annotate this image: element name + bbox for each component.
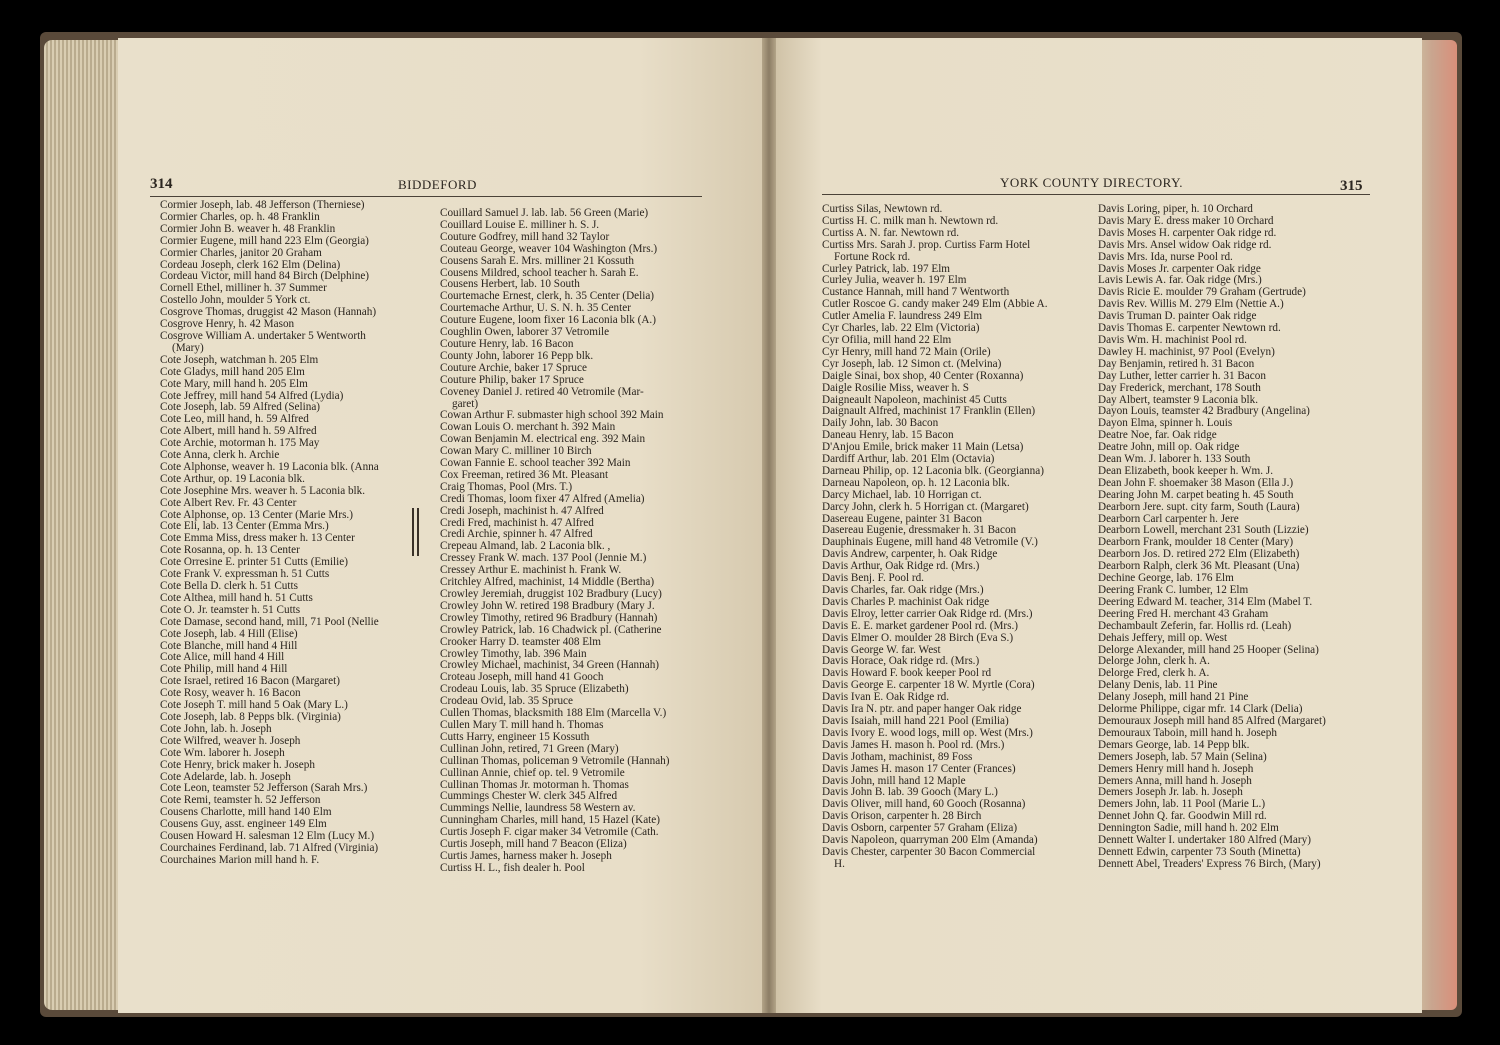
directory-entry: Cowan Mary C. milliner 10 Birch bbox=[440, 446, 592, 458]
directory-entry: Darcy John, clerk h. 5 Horrigan ct. (Margaret) bbox=[822, 501, 1029, 513]
directory-entry: Demouraux Joseph mill hand 85 Alfred (Margaret) bbox=[1098, 715, 1326, 727]
directory-entry: Davis John B. lab. 39 Gooch (Mary L.) bbox=[822, 787, 998, 799]
directory-entry: Davis Andrew, carpenter, h. Oak Ridge bbox=[822, 549, 998, 561]
directory-entry: Cote Alice, mill hand 4 Hill bbox=[160, 652, 285, 664]
directory-entry: Couture Godfrey, mill hand 32 Taylor bbox=[440, 231, 610, 243]
directory-entry: Crowley John W. retired 198 Bradbury (Mary J. bbox=[440, 600, 655, 612]
directory-entry: Cyr Charles, lab. 22 Elm (Victoria) bbox=[822, 323, 980, 335]
directory-entry: Curtiss H. L., fish dealer h. Pool bbox=[440, 862, 585, 874]
directory-entry: Demers Joseph Jr. lab. h. Joseph bbox=[1098, 787, 1243, 799]
directory-entry: Curtiss H. C. milk man h. Newtown rd. bbox=[822, 215, 999, 227]
directory-entry: Coveney Daniel J. retired 40 Vetromile (Mar- bbox=[440, 386, 644, 398]
directory-entry: Daigle Sinai, box shop, 40 Center (Roxanna) bbox=[822, 370, 1024, 382]
directory-entry: Dawley H. machinist, 97 Pool (Evelyn) bbox=[1098, 346, 1275, 358]
directory-entry: Cote Joseph, lab. 8 Pepps blk. (Virginia) bbox=[160, 711, 341, 723]
directory-entry: Cote Anna, clerk h. Archie bbox=[160, 450, 280, 462]
directory-entry: Craig Thomas, Pool (Mrs. T.) bbox=[440, 481, 573, 493]
directory-entry: Daignault Alfred, machinist 17 Franklin (Ellen) bbox=[822, 406, 1036, 418]
directory-entry: Curtiss A. N. far. Newtown rd. bbox=[822, 227, 960, 239]
directory-entry: Cote Blanche, mill hand 4 Hill bbox=[160, 640, 298, 652]
directory-entry: Day Albert, teamster 9 Laconia blk. bbox=[1098, 394, 1258, 406]
directory-entry: Darneau Philip, op. 12 Laconia blk. (Georgianna) bbox=[822, 465, 1044, 477]
directory-entry: Demouraux Taboin, mill hand h. Joseph bbox=[1098, 727, 1277, 739]
directory-entry: Curtis Joseph F. cigar maker 34 Vetromile (Cath. bbox=[440, 827, 659, 839]
directory-entry: Dechambault Zeferin, far. Hollis rd. (Leah) bbox=[1098, 620, 1292, 632]
directory-entry: Cressey Frank W. mach. 137 Pool (Jennie M.) bbox=[440, 553, 647, 565]
directory-entry: Davis Mrs. Ida, nurse Pool rd. bbox=[1098, 251, 1233, 263]
directory-entry: Deering Frank C. lumber, 12 Elm bbox=[1098, 585, 1249, 596]
directory-entry: Davis Howard F. book keeper Pool rd bbox=[822, 668, 992, 680]
directory-entry: Cote Frank V. expressman h. 51 Cutts bbox=[160, 569, 330, 581]
directory-entry: Davis Charles P. machinist Oak ridge bbox=[822, 596, 990, 608]
directory-entry: Cote Joseph, lab. 59 Alfred (Selina) bbox=[160, 402, 321, 414]
left-page-column-2 bbox=[440, 208, 708, 875]
directory-entry: Daigle Rosilie Miss, weaver h. S bbox=[822, 382, 969, 394]
directory-entry: Cyr Henry, mill hand 72 Main (Orile) bbox=[822, 346, 991, 358]
directory-entry: Dean Elizabeth, book keeper h. Wm. J. bbox=[1098, 465, 1274, 477]
directory-entry: Courchaines Ferdinand, lab. 71 Alfred (Virginia) bbox=[160, 842, 379, 854]
directory-entry: Davis Ivan E. Oak Ridge rd. bbox=[822, 692, 950, 704]
directory-entry: Cormier Charles, janitor 20 Graham bbox=[160, 247, 322, 259]
directory-entry: Davis Chester, carpenter 30 Bacon Commercial bbox=[822, 846, 1036, 858]
directory-entry: Davis E. E. market gardener Pool rd. (Mrs.) bbox=[822, 620, 1019, 632]
margin-pencil-mark bbox=[412, 508, 414, 556]
directory-entry: Curtiss Mrs. Sarah J. prop. Curtiss Farm Hotel bbox=[822, 239, 1031, 251]
directory-entry: Cote Rosy, weaver h. 16 Bacon bbox=[160, 688, 301, 700]
directory-entry: Couture Philip, baker 17 Spruce bbox=[440, 374, 584, 386]
directory-entry: Demers Henry mill hand h. Joseph bbox=[1098, 763, 1254, 775]
directory-entry: Dean John F. shoemaker 38 Mason (Ella J.) bbox=[1098, 477, 1294, 489]
directory-entry: Cowan Fannie E. school teacher 392 Main bbox=[440, 458, 631, 470]
directory-entry: Cote Bella D. clerk h. 51 Cutts bbox=[160, 581, 298, 592]
directory-entry: Crepeau Almand, lab. 2 Laconia blk. , bbox=[440, 541, 611, 553]
directory-entry: Dearborn Lowell, merchant 231 South (Lizzie) bbox=[1098, 525, 1309, 537]
directory-entry: Delorge Alexander, mill hand 25 Hooper (Selina) bbox=[1098, 644, 1319, 656]
directory-entry: D'Anjou Emile, brick maker 11 Main (Letsa) bbox=[822, 442, 1024, 454]
directory-entry: Cote Leon, teamster 52 Jefferson (Sarah Mrs.) bbox=[160, 783, 368, 795]
directory-entry: Dauphinais Eugene, mill hand 48 Vetromile (V.) bbox=[822, 537, 1038, 549]
directory-entry: Couteau George, weaver 104 Washington (Mrs.) bbox=[440, 243, 658, 255]
directory-entry: Cote Leo, mill hand, h. 59 Alfred bbox=[160, 414, 309, 426]
directory-entry: Cordeau Victor, mill hand 84 Birch (Delphine) bbox=[160, 271, 370, 283]
directory-entry: Dayon Elma, spinner h. Louis bbox=[1098, 418, 1233, 430]
directory-entry: Deatre John, mill op. Oak ridge bbox=[1098, 442, 1240, 454]
directory-entry: Deering Edward M. teacher, 314 Elm (Mabel T. bbox=[1098, 596, 1313, 608]
directory-entry: Cote Adelarde, lab. h. Joseph bbox=[160, 771, 291, 783]
directory-entry: Davis Benj. F. Pool rd. bbox=[822, 573, 924, 585]
directory-entry: Cormier Joseph, lab. 48 Jefferson (Therniese) bbox=[160, 200, 365, 211]
directory-entry: Curley Patrick, lab. 197 Elm bbox=[822, 263, 951, 275]
directory-entry: Critchley Alfred, machinist, 14 Middle (Bertha) bbox=[440, 577, 655, 589]
directory-entry: Dennett Abel, Treaders' Express 76 Birch, (Mary) bbox=[1098, 858, 1321, 870]
right-page-number: 315 bbox=[1340, 178, 1363, 194]
directory-entry: Cutts Harry, engineer 15 Kossuth bbox=[440, 731, 590, 743]
left-page-column-1 bbox=[160, 200, 422, 867]
directory-entry: Daily John, lab. 30 Bacon bbox=[822, 418, 939, 430]
right-page-column-1 bbox=[822, 204, 1092, 871]
directory-entry: Cummings Nellie, laundress 58 Western av. bbox=[440, 803, 636, 815]
directory-entry: Courtemache Ernest, clerk, h. 35 Center (Delia) bbox=[440, 291, 655, 303]
directory-entry: Demers Anna, mill hand h. Joseph bbox=[1098, 775, 1252, 787]
directory-entry: Davis John, mill hand 12 Maple bbox=[822, 775, 966, 787]
directory-entry: Cosgrove William A. undertaker 5 Wentworth bbox=[160, 330, 366, 342]
directory-entry: Costello John, moulder 5 York ct. bbox=[160, 295, 311, 307]
directory-entry: Cunningham Charles, mill hand, 15 Hazel (Kate) bbox=[440, 815, 660, 827]
directory-entry: Cote Archie, motorman h. 175 May bbox=[160, 438, 320, 450]
directory-entry: Cote Israel, retired 16 Bacon (Margaret) bbox=[160, 676, 340, 688]
directory-entry: Demers John, lab. 11 Pool (Marie L.) bbox=[1098, 799, 1266, 811]
directory-entry: Day Benjamin, retired h. 31 Bacon bbox=[1098, 358, 1255, 370]
directory-entry: Cote Althea, mill hand h. 51 Cutts bbox=[160, 592, 313, 604]
directory-entry: Cousens Guy, asst. engineer 149 Elm bbox=[160, 819, 327, 831]
directory-entry: Dean Wm. J. laborer h. 133 South bbox=[1098, 454, 1251, 466]
directory-entry: Dennington Sadie, mill hand h. 202 Elm bbox=[1098, 823, 1279, 835]
directory-entry: Crowley Michael, machinist, 34 Green (Hannah) bbox=[440, 660, 660, 672]
directory-entry: Cosgrove Thomas, druggist 42 Mason (Hannah) bbox=[160, 307, 377, 319]
directory-entry: Dennett Edwin, carpenter 73 South (Minetta) bbox=[1098, 846, 1301, 858]
directory-entry: Dasereau Eugene, painter 31 Bacon bbox=[822, 513, 982, 525]
right-page-column-2 bbox=[1098, 204, 1370, 871]
directory-entry: Davis Moses H. carpenter Oak ridge rd. bbox=[1098, 227, 1277, 239]
directory-entry: Cote Rosanna, op. h. 13 Center bbox=[160, 545, 300, 557]
directory-entry: Davis George W. far. West bbox=[822, 644, 941, 656]
directory-entry: Dearborn Carl carpenter h. Jere bbox=[1098, 513, 1239, 525]
directory-entry: Delany Joseph, mill hand 21 Pine bbox=[1098, 692, 1249, 704]
directory-entry: Dayon Louis, teamster 42 Bradbury (Angelina) bbox=[1098, 406, 1310, 418]
right-page-running-title: YORK COUNTY DIRECTORY. bbox=[1000, 175, 1184, 190]
directory-entry: Delorme Philippe, cigar mfr. 14 Clark (Delia) bbox=[1098, 704, 1303, 716]
directory-entry: Cote Eli, lab. 13 Center (Emma Mrs.) bbox=[160, 521, 329, 533]
directory-entry: Cote Emma Miss, dress maker h. 13 Center bbox=[160, 533, 355, 545]
directory-entry: Couture Eugene, loom fixer 16 Laconia blk (A.) bbox=[440, 315, 656, 327]
directory-entry: Cote O. Jr. teamster h. 51 Cutts bbox=[160, 604, 301, 616]
directory-entry: County John, laborer 16 Pepp blk. bbox=[440, 350, 594, 362]
directory-entry: Cote Joseph, watchman h. 205 Elm bbox=[160, 354, 319, 366]
directory-entry: Dehais Jeffery, mill op. West bbox=[1098, 632, 1228, 644]
directory-entry: Crowley Timothy, lab. 396 Main bbox=[440, 648, 587, 660]
directory-entry: Dearborn Frank, moulder 18 Center (Mary) bbox=[1098, 537, 1294, 549]
directory-entry: Cullinan Thomas Jr. motorman h. Thomas bbox=[440, 779, 629, 791]
directory-entry: Credi Archie, spinner h. 47 Alfred bbox=[440, 529, 593, 541]
directory-entry: Dennett Walter I. undertaker 180 Alfred (Mary) bbox=[1098, 835, 1311, 847]
directory-entry: Cote Gladys, mill hand 205 Elm bbox=[160, 366, 305, 378]
directory-entry: Cousens Herbert, lab. 10 South bbox=[440, 279, 580, 291]
directory-entry: Cummings Chester W. clerk 345 Alfred bbox=[440, 791, 618, 803]
directory-entry: Cormier Eugene, mill hand 223 Elm (Georgia) bbox=[160, 235, 369, 247]
directory-entry: Dearborn Ralph, clerk 36 Mt. Pleasant (Una) bbox=[1098, 561, 1300, 573]
directory-entry: (Mary) bbox=[172, 342, 204, 354]
directory-entry: Cyr Ofilia, mill hand 22 Elm bbox=[822, 334, 952, 346]
directory-entry: Cote Joseph T. mill hand 5 Oak (Mary L.) bbox=[160, 700, 348, 712]
directory-entry: Dennet John Q. far. Goodwin Mill rd. bbox=[1098, 811, 1267, 823]
directory-entry: Davis Osborn, carpenter 57 Graham (Eliza) bbox=[822, 823, 1018, 835]
directory-entry: Dearborn Jos. D. retired 272 Elm (Elizabeth) bbox=[1098, 549, 1300, 561]
directory-entry: garet) bbox=[452, 398, 479, 410]
directory-entry: Daigneault Napoleon, machinist 45 Cutts bbox=[822, 394, 1007, 406]
directory-entry: Davis Jotham, machinist, 89 Foss bbox=[822, 751, 973, 763]
directory-entry: Cote Henry, brick maker h. Joseph bbox=[160, 759, 315, 771]
left-page-running-title: BIDDEFORD bbox=[398, 177, 477, 192]
directory-entry: Cutler Amelia F. laundress 249 Elm bbox=[822, 311, 983, 323]
directory-entry: Cosgrove Henry, h. 42 Mason bbox=[160, 319, 295, 331]
directory-entry: Davis James H. mason 17 Center (Frances) bbox=[822, 763, 1016, 775]
directory-entry: Davis Moses Jr. carpenter Oak ridge bbox=[1098, 263, 1261, 275]
directory-entry: Davis Mrs. Ansel widow Oak ridge rd. bbox=[1098, 239, 1272, 251]
directory-entry: Cullen Thomas, blacksmith 188 Elm (Marcella V.) bbox=[440, 708, 667, 720]
directory-entry: Davis Orison, carpenter h. 28 Birch bbox=[822, 811, 982, 823]
directory-entry: Cote Damase, second hand, mill, 71 Pool (Nellie bbox=[160, 616, 379, 628]
directory-entry: Cutler Roscoe G. candy maker 249 Elm (Abbie A. bbox=[822, 299, 1048, 311]
directory-entry: Couillard Samuel J. lab. lab. 56 Green (Marie) bbox=[440, 208, 649, 219]
directory-entry: Cullinan John, retired, 71 Green (Mary) bbox=[440, 743, 619, 755]
directory-entry: Davis Wm. H. machinist Pool rd. bbox=[1098, 334, 1247, 346]
directory-entry: Cowan Benjamin M. electrical eng. 392 Main bbox=[440, 434, 646, 446]
directory-entry: Cullinan Annie, chief op. tel. 9 Vetromile bbox=[440, 767, 625, 779]
directory-entry: Davis Ricie E. moulder 79 Graham (Gertrude) bbox=[1098, 287, 1306, 299]
directory-entry: Dardiff Arthur, lab. 201 Elm (Octavia) bbox=[822, 454, 995, 466]
directory-entry: Curtiss Silas, Newtown rd. bbox=[822, 204, 943, 215]
directory-entry: H. bbox=[834, 858, 845, 870]
directory-entry: Courchaines Marion mill hand h. F. bbox=[160, 854, 320, 866]
directory-entry: Credi Joseph, machinist h. 47 Alfred bbox=[440, 505, 604, 517]
book-gutter bbox=[762, 38, 776, 1013]
directory-entry: Lavis Lewis A. far. Oak ridge (Mrs.) bbox=[1098, 275, 1262, 287]
directory-entry: Dearing John M. carpet beating h. 45 South bbox=[1098, 489, 1294, 501]
directory-entry: Cullinan Thomas, policeman 9 Vetromile (Hannah) bbox=[440, 755, 670, 767]
directory-entry: Couture Archie, baker 17 Spruce bbox=[440, 362, 587, 374]
directory-entry: Custance Hannah, mill hand 7 Wentworth bbox=[822, 287, 1010, 299]
directory-entry: Cowan Louis O. merchant h. 392 Main bbox=[440, 422, 616, 434]
directory-entry: Crowley Timothy, retired 96 Bradbury (Hannah) bbox=[440, 612, 658, 624]
directory-entry: Cote Arthur, op. 19 Laconia blk. bbox=[160, 473, 305, 485]
directory-entry: Courtemache Arthur, U. S. N. h. 35 Center bbox=[440, 303, 631, 315]
left-header-rule bbox=[150, 196, 702, 197]
directory-entry: Cote Jeffrey, mill hand 54 Alfred (Lydia) bbox=[160, 390, 344, 402]
directory-entry: Fortune Rock rd. bbox=[834, 251, 911, 263]
directory-entry: Day Luther, letter carrier h. 31 Bacon bbox=[1098, 370, 1266, 382]
directory-entry: Cote Orresine E. printer 51 Cutts (Emilie) bbox=[160, 557, 348, 569]
directory-entry: Cote Wm. laborer h. Joseph bbox=[160, 747, 285, 759]
directory-entry: Cousens Sarah E. Mrs. milliner 21 Kossuth bbox=[440, 255, 634, 267]
directory-entry: Deatre Noe, far. Oak ridge bbox=[1098, 430, 1217, 442]
directory-entry: Davis Arthur, Oak Ridge rd. (Mrs.) bbox=[822, 561, 980, 573]
directory-entry: Cote John, lab. h. Joseph bbox=[160, 723, 272, 735]
directory-entry: Darcy Michael, lab. 10 Horrigan ct. bbox=[822, 489, 982, 501]
directory-entry: Coughlin Owen, laborer 37 Vetromile bbox=[440, 327, 610, 339]
directory-entry: Cote Joseph, lab. 4 Hill (Elise) bbox=[160, 628, 298, 640]
directory-entry: Davis Thomas E. carpenter Newtown rd. bbox=[1098, 323, 1281, 335]
directory-entry: Dechine George, lab. 176 Elm bbox=[1098, 573, 1234, 585]
directory-entry: Deering Fred H. merchant 43 Graham bbox=[1098, 608, 1269, 620]
directory-entry: Davis Napoleon, quarryman 200 Elm (Amanda) bbox=[822, 835, 1038, 847]
directory-entry: Cormier Charles, op. h. 48 Franklin bbox=[160, 211, 320, 223]
directory-entry: Cote Josephine Mrs. weaver h. 5 Laconia blk. bbox=[160, 485, 366, 497]
directory-entry: Davis Ira N. ptr. and paper hanger Oak ridge bbox=[822, 704, 1022, 716]
directory-entry: Delorge Fred, clerk h. A. bbox=[1098, 668, 1210, 680]
right-header-rule bbox=[822, 194, 1370, 195]
directory-entry: Davis Mary E. dress maker 10 Orchard bbox=[1098, 215, 1274, 227]
directory-entry: Cornell Ethel, milliner h. 37 Summer bbox=[160, 283, 327, 295]
directory-entry: Curley Julia, weaver h. 197 Elm bbox=[822, 275, 967, 287]
directory-entry: Credi Thomas, loom fixer 47 Alfred (Amelia) bbox=[440, 493, 645, 505]
directory-entry: Cote Albert, mill hand h. 59 Alfred bbox=[160, 426, 317, 438]
directory-entry: Couillard Louise E. milliner h. S. J. bbox=[440, 219, 600, 231]
directory-entry: Couture Henry, lab. 16 Bacon bbox=[440, 338, 574, 350]
directory-entry: Delorge John, clerk h. A. bbox=[1098, 656, 1210, 668]
directory-entry: Delany Denis, lab. 11 Pine bbox=[1098, 680, 1218, 692]
directory-entry: Cressey Arthur E. machinist h. Frank W. bbox=[440, 565, 622, 577]
directory-entry: Cox Freeman, retired 36 Mt. Pleasant bbox=[440, 469, 609, 481]
directory-entry: Davis George E. carpenter 18 W. Myrtle (Cora) bbox=[822, 680, 1035, 692]
directory-entry: Cyr Joseph, lab. 12 Simon ct. (Melvina) bbox=[822, 358, 1002, 370]
directory-entry: Cote Albert Rev. Fr. 43 Center bbox=[160, 497, 297, 509]
directory-entry: Cordeau Joseph, clerk 162 Elm (Delina) bbox=[160, 259, 341, 271]
left-page-number: 314 bbox=[150, 176, 173, 192]
directory-entry: Davis Ivory E. wood logs, mill op. West (Mrs.) bbox=[822, 727, 1033, 739]
directory-entry: Davis Isaiah, mill hand 221 Pool (Emilia) bbox=[822, 715, 1009, 727]
directory-entry: Davis Elroy, letter carrier Oak Ridge rd. (Mrs.) bbox=[822, 608, 1033, 620]
directory-entry: Day Frederick, merchant, 178 South bbox=[1098, 382, 1261, 394]
directory-entry: Darneau Napoleon, op. h. 12 Laconia blk. bbox=[822, 477, 1010, 489]
directory-entry: Davis Rev. Willis M. 279 Elm (Nettie A.) bbox=[1098, 299, 1284, 311]
directory-entry: Crodeau Louis, lab. 35 Spruce (Elizabeth) bbox=[440, 684, 629, 696]
directory-entry: Davis Truman D. painter Oak ridge bbox=[1098, 311, 1257, 323]
directory-entry: Crowley Jeremiah, druggist 102 Bradbury (Lucy) bbox=[440, 589, 662, 600]
directory-entry: Davis Charles, far. Oak ridge (Mrs.) bbox=[822, 585, 984, 596]
directory-entry: Curtis James, harness maker h. Joseph bbox=[440, 850, 612, 862]
directory-entry: Curtis Joseph, mill hand 7 Beacon (Eliza) bbox=[440, 839, 627, 851]
directory-entry: Davis James H. mason h. Pool rd. (Mrs.) bbox=[822, 739, 1005, 751]
directory-entry: Crodeau Ovid, lab. 35 Spruce bbox=[440, 696, 573, 708]
directory-entry: Crowley Patrick, lab. 16 Chadwick pl. (Catherine bbox=[440, 624, 662, 636]
directory-entry: Cote Mary, mill hand h. 205 Elm bbox=[160, 378, 308, 390]
directory-entry: Cote Alphonse, op. 13 Center (Marie Mrs.) bbox=[160, 509, 353, 521]
directory-entry: Dasereau Eugenie, dressmaker h. 31 Bacon bbox=[822, 525, 1017, 537]
directory-entry: Cullen Mary T. mill hand h. Thomas bbox=[440, 719, 604, 731]
directory-entry: Cote Wilfred, weaver h. Joseph bbox=[160, 735, 301, 747]
directory-entry: Davis Horace, Oak ridge rd. (Mrs.) bbox=[822, 656, 980, 668]
directory-entry: Cote Alphonse, weaver h. 19 Laconia blk. (Anna bbox=[160, 461, 379, 473]
directory-entry: Cousen Howard H. salesman 12 Elm (Lucy M.) bbox=[160, 831, 375, 843]
directory-entry: Cousens Mildred, school teacher h. Sarah E. bbox=[440, 267, 639, 279]
page-edges-left bbox=[44, 40, 124, 1010]
directory-entry: Cote Philip, mill hand 4 Hill bbox=[160, 664, 288, 676]
directory-entry: Cote Remi, teamster h. 52 Jefferson bbox=[160, 795, 321, 807]
directory-entry: Dearborn Jere. supt. city farm, South (Laura) bbox=[1098, 501, 1300, 513]
directory-entry: Cowan Arthur F. submaster high school 392 Main bbox=[440, 410, 664, 422]
directory-entry: Davis Elmer O. moulder 28 Birch (Eva S.) bbox=[822, 632, 1014, 644]
directory-entry: Cousens Charlotte, mill hand 140 Elm bbox=[160, 807, 332, 819]
directory-entry: Cormier John B. weaver h. 48 Franklin bbox=[160, 223, 336, 235]
directory-entry: Credi Fred, machinist h. 47 Alfred bbox=[440, 517, 594, 529]
directory-entry: Davis Oliver, mill hand, 60 Gooch (Rosanna) bbox=[822, 799, 1026, 811]
directory-entry: Crooker Harry D. teamster 408 Elm bbox=[440, 636, 601, 648]
directory-entry: Demars George, lab. 14 Pepp blk. bbox=[1098, 739, 1250, 751]
directory-entry: Davis Loring, piper, h. 10 Orchard bbox=[1098, 204, 1253, 215]
directory-entry: Demers Joseph, lab. 57 Main (Selina) bbox=[1098, 751, 1267, 763]
directory-entry: Croteau Joseph, mill hand 41 Gooch bbox=[440, 672, 604, 684]
directory-entry: Daneau Henry, lab. 15 Bacon bbox=[822, 430, 954, 442]
